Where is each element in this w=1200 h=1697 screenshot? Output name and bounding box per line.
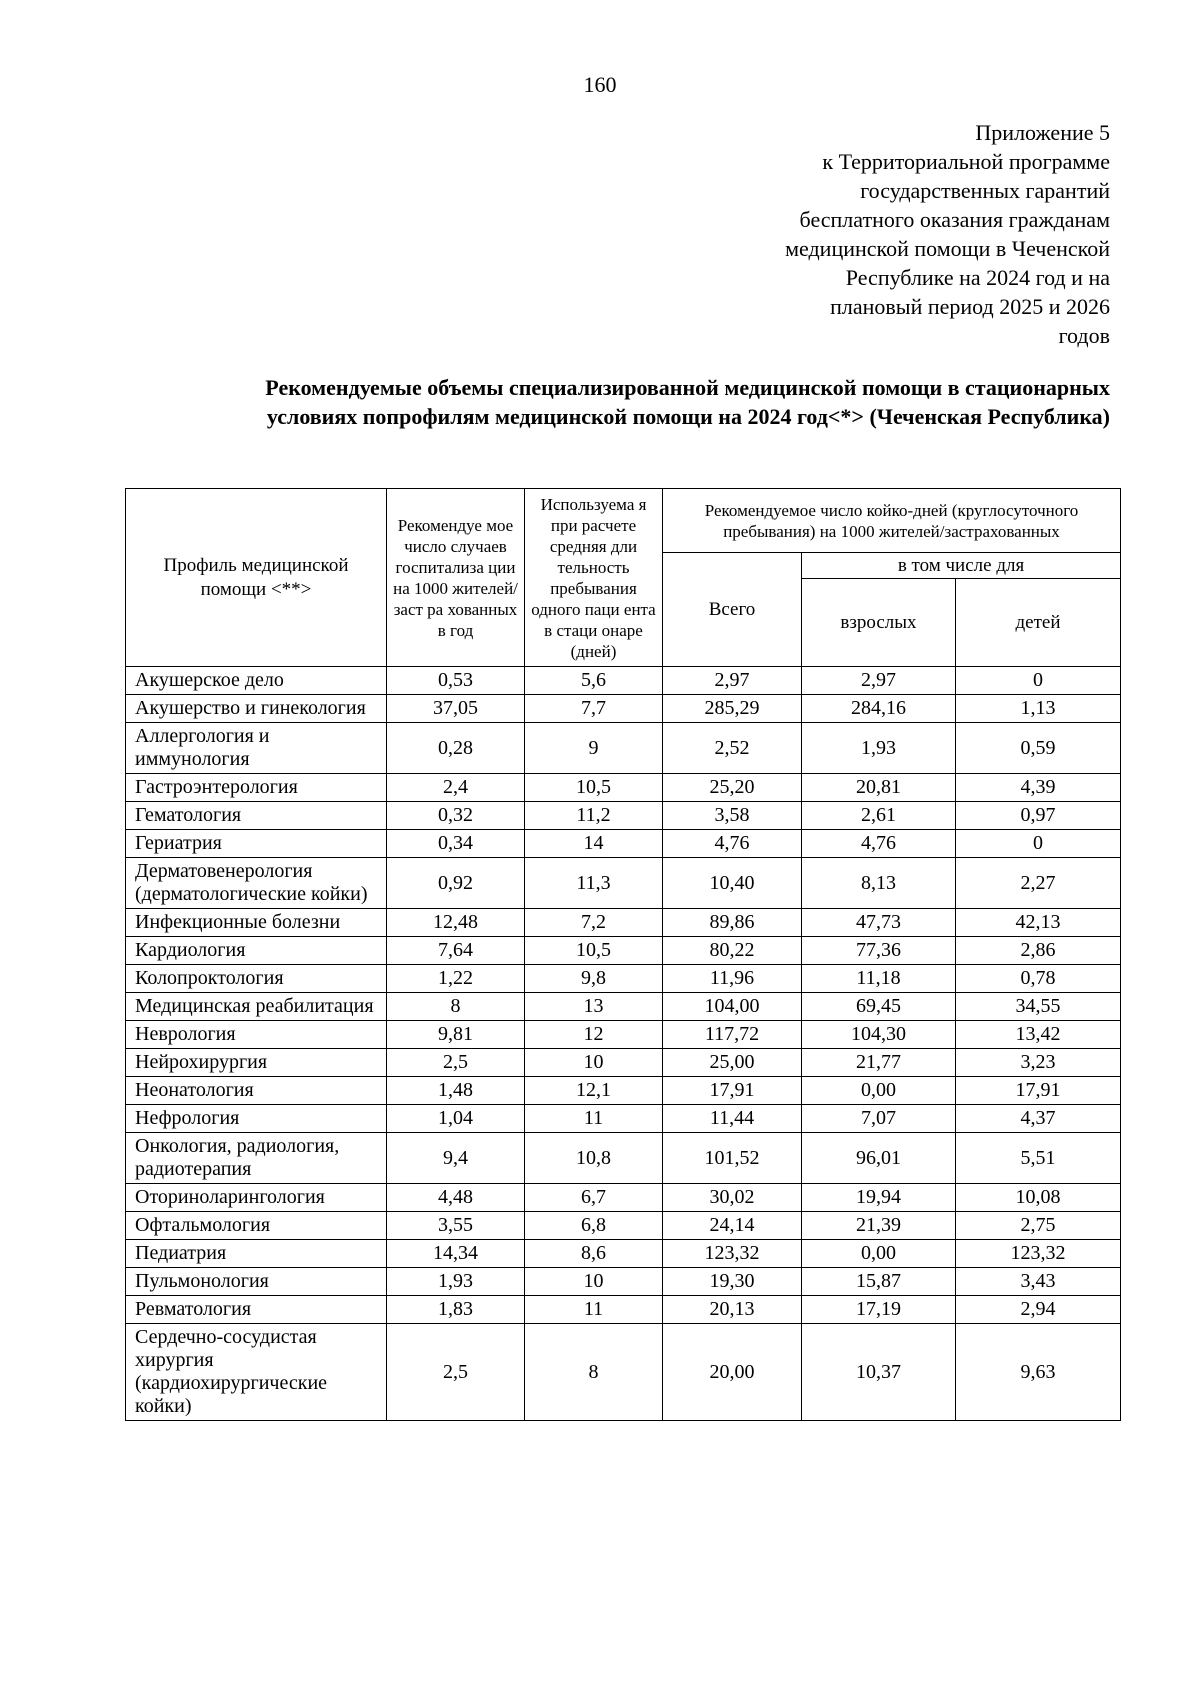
appendix-line: Приложение 5 — [975, 120, 1110, 145]
total-cell: 25,00 — [663, 1049, 802, 1077]
profile-cell: Нейрохирургия — [126, 1049, 387, 1077]
adults-cell: 96,01 — [802, 1133, 956, 1184]
appendix-block — [650, 118, 1110, 350]
cases-cell: 4,48 — [387, 1184, 525, 1212]
total-cell: 25,20 — [663, 774, 802, 802]
children-cell: 0,78 — [956, 965, 1121, 993]
table-row — [126, 937, 1121, 965]
total-cell: 80,22 — [663, 937, 802, 965]
total-cell: 123,32 — [663, 1240, 802, 1268]
profile-cell: Онкология, радиология, радиотерапия — [126, 1133, 387, 1184]
adults-cell: 20,81 — [802, 774, 956, 802]
profile-cell: Акушерство и гинекология — [126, 695, 387, 723]
avg-stay-cell: 10 — [525, 1049, 663, 1077]
profile-cell: Колопроктология — [126, 965, 387, 993]
profile-cell: Медицинская реабилитация — [126, 993, 387, 1021]
profile-cell: Нефрология — [126, 1105, 387, 1133]
avg-stay-cell: 8,6 — [525, 1240, 663, 1268]
profile-cell: Кардиология — [126, 937, 387, 965]
appendix-line: к Территориальной программе — [822, 149, 1110, 174]
cases-cell: 1,22 — [387, 965, 525, 993]
adults-cell: 77,36 — [802, 937, 956, 965]
adults-cell: 7,07 — [802, 1105, 956, 1133]
children-cell: 42,13 — [956, 909, 1121, 937]
table-row — [126, 965, 1121, 993]
table-row — [126, 802, 1121, 830]
table-row — [126, 1240, 1121, 1268]
total-cell: 3,58 — [663, 802, 802, 830]
profile-cell: Гериатрия — [126, 830, 387, 858]
header-bed-days: Рекомендуемое число койко-дней (круглосуточного пребывания) на 1000 жителей/застрахованных — [663, 489, 1121, 553]
cases-cell: 9,4 — [387, 1133, 525, 1184]
table-row — [126, 830, 1121, 858]
avg-stay-cell: 12,1 — [525, 1077, 663, 1105]
table-row — [126, 723, 1121, 774]
total-cell: 2,97 — [663, 667, 802, 695]
profile-cell: Сердечно-сосудистая хирургия (кардиохирургические койки) — [126, 1324, 387, 1421]
avg-stay-cell: 9 — [525, 723, 663, 774]
adults-cell: 104,30 — [802, 1021, 956, 1049]
children-cell: 1,13 — [956, 695, 1121, 723]
children-cell: 4,39 — [956, 774, 1121, 802]
adults-cell: 284,16 — [802, 695, 956, 723]
total-cell: 10,40 — [663, 858, 802, 909]
appendix-line: медицинской помощи в Чеченской — [785, 236, 1110, 261]
children-cell: 5,51 — [956, 1133, 1121, 1184]
table-row — [126, 1268, 1121, 1296]
total-cell: 11,96 — [663, 965, 802, 993]
appendix-line: Республике на 2024 год и на — [845, 265, 1110, 290]
adults-cell: 0,00 — [802, 1240, 956, 1268]
avg-stay-cell: 10 — [525, 1268, 663, 1296]
adults-cell: 2,97 — [802, 667, 956, 695]
cases-cell: 0,92 — [387, 858, 525, 909]
children-cell: 3,23 — [956, 1049, 1121, 1077]
avg-stay-cell: 8 — [525, 1324, 663, 1421]
avg-stay-cell: 9,8 — [525, 965, 663, 993]
cases-cell: 0,53 — [387, 667, 525, 695]
total-cell: 30,02 — [663, 1184, 802, 1212]
cases-cell: 37,05 — [387, 695, 525, 723]
cases-cell: 0,34 — [387, 830, 525, 858]
children-cell: 123,32 — [956, 1240, 1121, 1268]
adults-cell: 15,87 — [802, 1268, 956, 1296]
profile-cell: Гастроэнтерология — [126, 774, 387, 802]
table-row — [126, 993, 1121, 1021]
appendix-line: государственных гарантий — [860, 178, 1110, 203]
profile-cell: Пульмонология — [126, 1268, 387, 1296]
profile-cell: Дерматовенерология (дерматологические койки) — [126, 858, 387, 909]
header-adults: взрослых — [802, 579, 956, 667]
cases-cell: 1,48 — [387, 1077, 525, 1105]
cases-cell: 1,93 — [387, 1268, 525, 1296]
avg-stay-cell: 12 — [525, 1021, 663, 1049]
profile-cell: Ревматология — [126, 1296, 387, 1324]
total-cell: 24,14 — [663, 1212, 802, 1240]
table-row — [126, 667, 1121, 695]
adults-cell: 8,13 — [802, 858, 956, 909]
children-cell: 2,27 — [956, 858, 1121, 909]
cases-cell: 8 — [387, 993, 525, 1021]
table-header — [126, 489, 1121, 667]
cases-cell: 3,55 — [387, 1212, 525, 1240]
adults-cell: 10,37 — [802, 1324, 956, 1421]
total-cell: 20,00 — [663, 1324, 802, 1421]
children-cell: 3,43 — [956, 1268, 1121, 1296]
total-cell: 104,00 — [663, 993, 802, 1021]
table-body — [126, 667, 1121, 1421]
avg-stay-cell: 11,2 — [525, 802, 663, 830]
title-line: Рекомендуемые объемы специализированной медицинской помощи в стационарных — [265, 375, 1110, 400]
adults-cell: 0,00 — [802, 1077, 956, 1105]
cases-cell: 2,5 — [387, 1324, 525, 1421]
profile-cell: Гематология — [126, 802, 387, 830]
children-cell: 0 — [956, 667, 1121, 695]
adults-cell: 4,76 — [802, 830, 956, 858]
table-row — [126, 1212, 1121, 1240]
table-row — [126, 1049, 1121, 1077]
table-row — [126, 695, 1121, 723]
cases-cell: 9,81 — [387, 1021, 525, 1049]
volumes-table — [125, 488, 1121, 1421]
children-cell: 2,86 — [956, 937, 1121, 965]
profile-cell: Акушерское дело — [126, 667, 387, 695]
children-cell: 4,37 — [956, 1105, 1121, 1133]
page-number: 160 — [583, 72, 617, 97]
total-cell: 17,91 — [663, 1077, 802, 1105]
header-cases: Рекомендуе мое число случаев госпитализа ции на 1000 жителей/заст ра хованных в год — [387, 489, 525, 667]
total-cell: 285,29 — [663, 695, 802, 723]
adults-cell: 1,93 — [802, 723, 956, 774]
appendix-line: годов — [1058, 323, 1110, 348]
table-row — [126, 1324, 1121, 1421]
header-children: детей — [956, 579, 1121, 667]
document-title — [90, 373, 1110, 431]
table-row — [126, 1133, 1121, 1184]
table-row — [126, 858, 1121, 909]
children-cell: 34,55 — [956, 993, 1121, 1021]
cases-cell: 1,83 — [387, 1296, 525, 1324]
header-including: в том числе для — [802, 553, 1121, 579]
total-cell: 11,44 — [663, 1105, 802, 1133]
total-cell: 101,52 — [663, 1133, 802, 1184]
profile-cell: Аллергология и иммунология — [126, 723, 387, 774]
adults-cell: 11,18 — [802, 965, 956, 993]
cases-cell: 14,34 — [387, 1240, 525, 1268]
avg-stay-cell: 6,7 — [525, 1184, 663, 1212]
appendix-line: бесплатного оказания гражданам — [799, 207, 1110, 232]
avg-stay-cell: 11 — [525, 1296, 663, 1324]
avg-stay-cell: 5,6 — [525, 667, 663, 695]
profile-cell: Офтальмология — [126, 1212, 387, 1240]
children-cell: 2,75 — [956, 1212, 1121, 1240]
cases-cell: 2,4 — [387, 774, 525, 802]
cases-cell: 0,28 — [387, 723, 525, 774]
children-cell: 17,91 — [956, 1077, 1121, 1105]
avg-stay-cell: 10,5 — [525, 937, 663, 965]
table-row — [126, 774, 1121, 802]
profile-cell: Педиатрия — [126, 1240, 387, 1268]
total-cell: 19,30 — [663, 1268, 802, 1296]
adults-cell: 69,45 — [802, 993, 956, 1021]
adults-cell: 19,94 — [802, 1184, 956, 1212]
total-cell: 20,13 — [663, 1296, 802, 1324]
table-row — [126, 1021, 1121, 1049]
adults-cell: 21,39 — [802, 1212, 956, 1240]
adults-cell: 17,19 — [802, 1296, 956, 1324]
avg-stay-cell: 14 — [525, 830, 663, 858]
total-cell: 89,86 — [663, 909, 802, 937]
profile-cell: Неонатология — [126, 1077, 387, 1105]
adults-cell: 21,77 — [802, 1049, 956, 1077]
avg-stay-cell: 10,5 — [525, 774, 663, 802]
avg-stay-cell: 11 — [525, 1105, 663, 1133]
title-line: условиях попрофилям медицинской помощи на 2024 год<*> (Чеченская Республика) — [266, 404, 1110, 429]
header-profile: Профиль медицинской помощи <**> — [126, 489, 387, 667]
cases-cell: 1,04 — [387, 1105, 525, 1133]
header-avg-stay: Используема я при расчете средняя дли тельность пребывания одного паци ента в стаци онаре (дней) — [525, 489, 663, 667]
avg-stay-cell: 7,2 — [525, 909, 663, 937]
avg-stay-cell: 7,7 — [525, 695, 663, 723]
children-cell: 10,08 — [956, 1184, 1121, 1212]
cases-cell: 2,5 — [387, 1049, 525, 1077]
children-cell: 2,94 — [956, 1296, 1121, 1324]
cases-cell: 0,32 — [387, 802, 525, 830]
cases-cell: 12,48 — [387, 909, 525, 937]
table-row — [126, 1296, 1121, 1324]
table-row — [126, 1105, 1121, 1133]
adults-cell: 47,73 — [802, 909, 956, 937]
profile-cell: Оториноларингология — [126, 1184, 387, 1212]
total-cell: 117,72 — [663, 1021, 802, 1049]
avg-stay-cell: 13 — [525, 993, 663, 1021]
table-row — [126, 909, 1121, 937]
total-cell: 4,76 — [663, 830, 802, 858]
total-cell: 2,52 — [663, 723, 802, 774]
children-cell: 0 — [956, 830, 1121, 858]
avg-stay-cell: 10,8 — [525, 1133, 663, 1184]
appendix-line: плановый период 2025 и 2026 — [830, 294, 1110, 319]
avg-stay-cell: 6,8 — [525, 1212, 663, 1240]
children-cell: 0,97 — [956, 802, 1121, 830]
profile-cell: Неврология — [126, 1021, 387, 1049]
children-cell: 13,42 — [956, 1021, 1121, 1049]
profile-cell: Инфекционные болезни — [126, 909, 387, 937]
table-row — [126, 1184, 1121, 1212]
header-total: Всего — [663, 553, 802, 667]
table-row — [126, 1077, 1121, 1105]
children-cell: 0,59 — [956, 723, 1121, 774]
cases-cell: 7,64 — [387, 937, 525, 965]
children-cell: 9,63 — [956, 1324, 1121, 1421]
adults-cell: 2,61 — [802, 802, 956, 830]
avg-stay-cell: 11,3 — [525, 858, 663, 909]
